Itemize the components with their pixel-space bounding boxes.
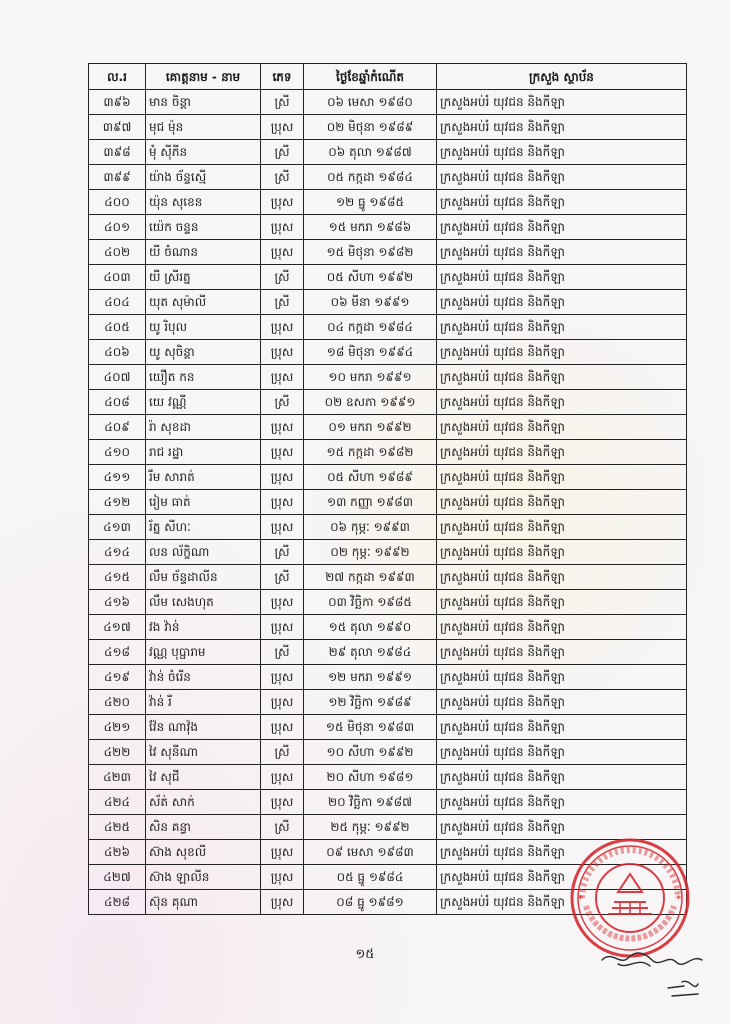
row-number: ៤០៦ — [89, 340, 146, 365]
row-sex: ស្រី — [261, 565, 304, 590]
row-number: ៤២៧ — [89, 865, 146, 890]
row-date-of-birth: ០៨ ធ្នូ ១៩៨១ — [304, 890, 437, 915]
header-date-of-birth: ថ្ងៃខែឆ្នាំកំណើត — [304, 64, 437, 90]
row-name: វង វ៉ាន់ — [146, 615, 261, 640]
row-ministry: ក្រសួងអប់រំ យុវជន និងកីឡា — [437, 265, 687, 290]
row-name: ស័ត់ សាក់ — [146, 790, 261, 815]
table-row — [89, 340, 687, 365]
row-sex: ប្រុស — [261, 765, 304, 790]
row-date-of-birth: ០២ មិថុនា ១៩៨៩ — [304, 115, 437, 140]
row-ministry: ក្រសួងអប់រំ យុវជន និងកីឡា — [437, 415, 687, 440]
table-row — [89, 390, 687, 415]
row-ministry: ក្រសួងអប់រំ យុវជន និងកីឡា — [437, 490, 687, 515]
row-number: ៤២៦ — [89, 840, 146, 865]
row-name: យ៉ុន សុខេន — [146, 190, 261, 215]
row-ministry: ក្រសួងអប់រំ យុវជន និងកីឡា — [437, 240, 687, 265]
header-name: គោត្តនាម - នាម — [146, 64, 261, 90]
row-date-of-birth: ១៥ តុលា ១៩៩០ — [304, 615, 437, 640]
row-sex: ស្រី — [261, 540, 304, 565]
row-name: យូ រិបុល — [146, 315, 261, 340]
row-ministry: ក្រសួងអប់រំ យុវជន និងកីឡា — [437, 390, 687, 415]
table-row — [89, 540, 687, 565]
row-ministry: ក្រសួងអប់រំ យុវជន និងកីឡា — [437, 90, 687, 115]
row-date-of-birth: ០៦ មីនា ១៩៩១ — [304, 290, 437, 315]
row-name: រឹម សារាត់ — [146, 465, 261, 490]
table-row — [89, 790, 687, 815]
row-name: យុត សុម៉ាលី — [146, 290, 261, 315]
table-row — [89, 690, 687, 715]
row-number: ៤០៣ — [89, 265, 146, 290]
row-ministry: ក្រសួងអប់រំ យុវជន និងកីឡា — [437, 440, 687, 465]
row-ministry: ក្រសួងអប់រំ យុវជន និងកីឡា — [437, 815, 687, 840]
row-date-of-birth: ០៥ សីហា ១៩៩២ — [304, 265, 437, 290]
table-row — [89, 465, 687, 490]
row-name: ស៊ាង ឡាលីន — [146, 865, 261, 890]
row-sex: ប្រុស — [261, 715, 304, 740]
row-ministry: ក្រសួងអប់រំ យុវជន និងកីឡា — [437, 215, 687, 240]
row-sex: ស្រី — [261, 265, 304, 290]
row-ministry: ក្រសួងអប់រំ យុវជន និងកីឡា — [437, 290, 687, 315]
row-ministry: ក្រសួងអប់រំ យុវជន និងកីឡា — [437, 340, 687, 365]
row-ministry: ក្រសួងអប់រំ យុវជន និងកីឡា — [437, 565, 687, 590]
table-row — [89, 215, 687, 240]
table-row — [89, 415, 687, 440]
row-number: ៤២១ — [89, 715, 146, 740]
row-date-of-birth: ០៤ កក្កដា ១៩៨៤ — [304, 315, 437, 340]
row-sex: ប្រុស — [261, 490, 304, 515]
row-ministry: ក្រសួងអប់រំ យុវជន និងកីឡា — [437, 465, 687, 490]
table-row — [89, 165, 687, 190]
row-sex: ប្រុស — [261, 415, 304, 440]
row-number: ៤២៥ — [89, 815, 146, 840]
row-ministry: ក្រសួងអប់រំ យុវជន និងកីឡា — [437, 715, 687, 740]
row-sex: ប្រុស — [261, 315, 304, 340]
row-number: ៤០១ — [89, 215, 146, 240]
row-ministry: ក្រសួងអប់រំ យុវជន និងកីឡា — [437, 640, 687, 665]
row-number: ៤០២ — [89, 240, 146, 265]
table-row — [89, 490, 687, 515]
row-number: ៤១៨ — [89, 640, 146, 665]
row-number: ៤២៨ — [89, 890, 146, 915]
table-row — [89, 240, 687, 265]
row-sex: ស្រី — [261, 140, 304, 165]
row-ministry: ក្រសួងអប់រំ យុវជន និងកីឡា — [437, 840, 687, 865]
row-date-of-birth: ១៥ មិថុនា ១៩៨៣ — [304, 715, 437, 740]
row-date-of-birth: ០៣ វិច្ឆិកា ១៩៨៥ — [304, 590, 437, 615]
page-number: ១៥ — [355, 947, 375, 962]
row-date-of-birth: ១០ សីហា ១៩៩២ — [304, 740, 437, 765]
row-ministry: ក្រសួងអប់រំ យុវជន និងកីឡា — [437, 190, 687, 215]
table-row — [89, 640, 687, 665]
row-sex: ស្រី — [261, 390, 304, 415]
row-name: រាជ រដ្ឋា — [146, 440, 261, 465]
row-date-of-birth: ១៥ មករា ១៩៨៦ — [304, 215, 437, 240]
row-name: យូ សុចិន្តា — [146, 340, 261, 365]
row-name: យឿត កន — [146, 365, 261, 390]
row-ministry: ក្រសួងអប់រំ យុវជន និងកីឡា — [437, 515, 687, 540]
row-number: ៤១៤ — [89, 540, 146, 565]
svg-text:*: * — [676, 894, 681, 905]
row-date-of-birth: ០២ កុម្ភៈ ១៩៩២ — [304, 540, 437, 565]
row-date-of-birth: ០៩ មេសា ១៩៨៣ — [304, 840, 437, 865]
row-name: យេ វណ្ណី — [146, 390, 261, 415]
table-row — [89, 115, 687, 140]
row-sex: ប្រុស — [261, 215, 304, 240]
row-date-of-birth: ២០ សីហា ១៩៨១ — [304, 765, 437, 790]
row-sex: ស្រី — [261, 740, 304, 765]
row-date-of-birth: ១៣ កញ្ញា ១៩៨៣ — [304, 490, 437, 515]
row-ministry: ក្រសួងអប់រំ យុវជន និងកីឡា — [437, 540, 687, 565]
row-sex: ប្រុស — [261, 440, 304, 465]
row-name: យី ចំណាន — [146, 240, 261, 265]
row-ministry: ក្រសួងអប់រំ យុវជន និងកីឡា — [437, 365, 687, 390]
row-date-of-birth: ២៩ តុលា ១៩៨៤ — [304, 640, 437, 665]
table-row — [89, 715, 687, 740]
table-row — [89, 190, 687, 215]
row-number: ៤០៥ — [89, 315, 146, 340]
row-number: ៤១៩ — [89, 665, 146, 690]
row-date-of-birth: ០៦ មេសា ១៩៨០ — [304, 90, 437, 115]
row-number: ៤០៨ — [89, 390, 146, 415]
table-body — [89, 90, 687, 915]
row-date-of-birth: ២៥ កុម្ភៈ ១៩៩២ — [304, 815, 437, 840]
svg-text:*: * — [578, 894, 583, 905]
header-ministry: ក្រសួង ស្ថាប័ន — [437, 64, 687, 90]
row-date-of-birth: ០៥ កក្កដា ១៩៨៤ — [304, 165, 437, 190]
row-name: ស៊ុន គុណា — [146, 890, 261, 915]
row-number: ៤០៩ — [89, 415, 146, 440]
row-sex: ប្រុស — [261, 665, 304, 690]
row-sex: ប្រុស — [261, 115, 304, 140]
row-ministry: ក្រសួងអប់រំ យុវជន និងកីឡា — [437, 765, 687, 790]
row-number: ៤១៦ — [89, 590, 146, 615]
row-sex: ស្រី — [261, 290, 304, 315]
row-date-of-birth: ១៥ កក្កដា ១៩៨២ — [304, 440, 437, 465]
row-number: ៤០០ — [89, 190, 146, 215]
row-ministry: ក្រសួងអប់រំ យុវជន និងកីឡា — [437, 890, 687, 915]
row-date-of-birth: ០១ មករា ១៩៩២ — [304, 415, 437, 440]
row-ministry: ក្រសួងអប់រំ យុវជន និងកីឡា — [437, 665, 687, 690]
row-name: វ៉ែន ណាវ៉ុង — [146, 715, 261, 740]
row-sex: ប្រុស — [261, 240, 304, 265]
table-row — [89, 740, 687, 765]
row-sex: ប្រុស — [261, 865, 304, 890]
row-name: មុជ ម៉ុន — [146, 115, 261, 140]
table-row — [89, 665, 687, 690]
row-sex: ស្រី — [261, 815, 304, 840]
row-ministry: ក្រសួងអប់រំ យុវជន និងកីឡា — [437, 865, 687, 890]
row-number: ៤២០ — [89, 690, 146, 715]
table-row — [89, 515, 687, 540]
row-ministry: ក្រសួងអប់រំ យុវជន និងកីឡា — [437, 690, 687, 715]
row-name: វ៉ាន់ ចំរើន — [146, 665, 261, 690]
row-date-of-birth: ១២ មករា ១៩៩១ — [304, 665, 437, 690]
row-name: វៃ សុនីណា — [146, 740, 261, 765]
row-number: ៤១០ — [89, 440, 146, 465]
row-sex: ប្រុស — [261, 515, 304, 540]
row-date-of-birth: ០៥ ធ្នូ ១៩៨៤ — [304, 865, 437, 890]
row-name: វណ្ណ បុប្ផារាម — [146, 640, 261, 665]
row-name: រៀម ធាត់ — [146, 490, 261, 515]
table-row — [89, 440, 687, 465]
row-ministry: ក្រសួងអប់រំ យុវជន និងកីឡា — [437, 615, 687, 640]
row-ministry: ក្រសួងអប់រំ យុវជន និងកីឡា — [437, 165, 687, 190]
row-sex: ប្រុស — [261, 690, 304, 715]
row-sex: ប្រុស — [261, 615, 304, 640]
row-sex: ប្រុស — [261, 190, 304, 215]
official-seal-icon — [568, 836, 692, 960]
table-row — [89, 365, 687, 390]
row-ministry: ក្រសួងអប់រំ យុវជន និងកីឡា — [437, 115, 687, 140]
row-sex: ប្រុស — [261, 840, 304, 865]
row-number: ៤២៣ — [89, 765, 146, 790]
row-name: ស៊ាង សុខលី — [146, 840, 261, 865]
row-name: លឹម ច័ន្ទដាលីន — [146, 565, 261, 590]
row-ministry: ក្រសួងអប់រំ យុវជន និងកីឡា — [437, 140, 687, 165]
row-name: រ័ត្ន សីហៈ — [146, 515, 261, 540]
row-number: ៤១៥ — [89, 565, 146, 590]
row-ministry: ក្រសួងអប់រំ យុវជន និងកីឡា — [437, 315, 687, 340]
row-date-of-birth: ០៥ សីហា ១៩៨៩ — [304, 465, 437, 490]
row-name: រ៉ា សុខដា — [146, 415, 261, 440]
row-ministry: ក្រសួងអប់រំ យុវជន និងកីឡា — [437, 590, 687, 615]
row-name: លន ល័ក្ខិណា — [146, 540, 261, 565]
table-row — [89, 765, 687, 790]
row-number: ៣៩៧ — [89, 115, 146, 140]
row-name: វ៉ាន់ រី — [146, 690, 261, 715]
table-row — [89, 290, 687, 315]
row-sex: ប្រុស — [261, 365, 304, 390]
table-row — [89, 265, 687, 290]
row-number: ៣៩៨ — [89, 140, 146, 165]
row-name: វៃ សុជី — [146, 765, 261, 790]
header-sex: ភេទ — [261, 64, 304, 90]
table-header-row — [89, 64, 687, 90]
table-row — [89, 590, 687, 615]
row-number: ៣៩៩ — [89, 165, 146, 190]
row-sex: ប្រុស — [261, 465, 304, 490]
table-row — [89, 90, 687, 115]
row-date-of-birth: ១៨ មិថុនា ១៩៩៤ — [304, 340, 437, 365]
row-number: ៤២៤ — [89, 790, 146, 815]
header-number: ល.រ — [89, 64, 146, 90]
row-sex: ស្រី — [261, 165, 304, 190]
row-name: មុំ ស៊ីភីន — [146, 140, 261, 165]
row-name: យី ស្រីរត្ន — [146, 265, 261, 290]
row-sex: ប្រុស — [261, 590, 304, 615]
row-number: ៤១១ — [89, 465, 146, 490]
row-date-of-birth: ០៦ តុលា ១៩៨៧ — [304, 140, 437, 165]
row-name: យ៉េក ចន្ទន — [146, 215, 261, 240]
table-row — [89, 140, 687, 165]
table-row — [89, 615, 687, 640]
row-number: ៤០៤ — [89, 290, 146, 315]
row-date-of-birth: ១២ វិច្ឆិកា ១៩៨៩ — [304, 690, 437, 715]
row-date-of-birth: ១២ ធ្នូ ១៩៨៥ — [304, 190, 437, 215]
row-sex: ប្រុស — [261, 790, 304, 815]
row-date-of-birth: ២៧ កក្កដា ១៩៩៣ — [304, 565, 437, 590]
row-date-of-birth: ១៥ មិថុនា ១៩៨២ — [304, 240, 437, 265]
roster-table — [88, 63, 687, 915]
table-row — [89, 315, 687, 340]
row-date-of-birth: ០៦ កុម្ភៈ ១៩៩៣ — [304, 515, 437, 540]
row-date-of-birth: ១០ មករា ១៩៩១ — [304, 365, 437, 390]
row-number: ៤១៣ — [89, 515, 146, 540]
row-ministry: ក្រសួងអប់រំ យុវជន និងកីឡា — [437, 740, 687, 765]
row-number: ៣៩៦ — [89, 90, 146, 115]
row-number: ៤១៧ — [89, 615, 146, 640]
row-number: ៤១២ — [89, 490, 146, 515]
row-date-of-birth: ២០ វិច្ឆិកា ១៩៨៧ — [304, 790, 437, 815]
row-name: យ៉ាង ច័ន្ទស្មើ — [146, 165, 261, 190]
row-number: ៤០៧ — [89, 365, 146, 390]
row-name: សិន គន្ធា — [146, 815, 261, 840]
row-sex: ប្រុស — [261, 340, 304, 365]
row-sex: ស្រី — [261, 640, 304, 665]
row-number: ៤២២ — [89, 740, 146, 765]
row-sex: ស្រី — [261, 90, 304, 115]
row-date-of-birth: ០២ ឧសភា ១៩៩១ — [304, 390, 437, 415]
row-ministry: ក្រសួងអប់រំ យុវជន និងកីឡា — [437, 790, 687, 815]
table-row — [89, 565, 687, 590]
row-name: លឹម សេងហុត — [146, 590, 261, 615]
row-name: មាន ចិន្តា — [146, 90, 261, 115]
row-sex: ប្រុស — [261, 890, 304, 915]
